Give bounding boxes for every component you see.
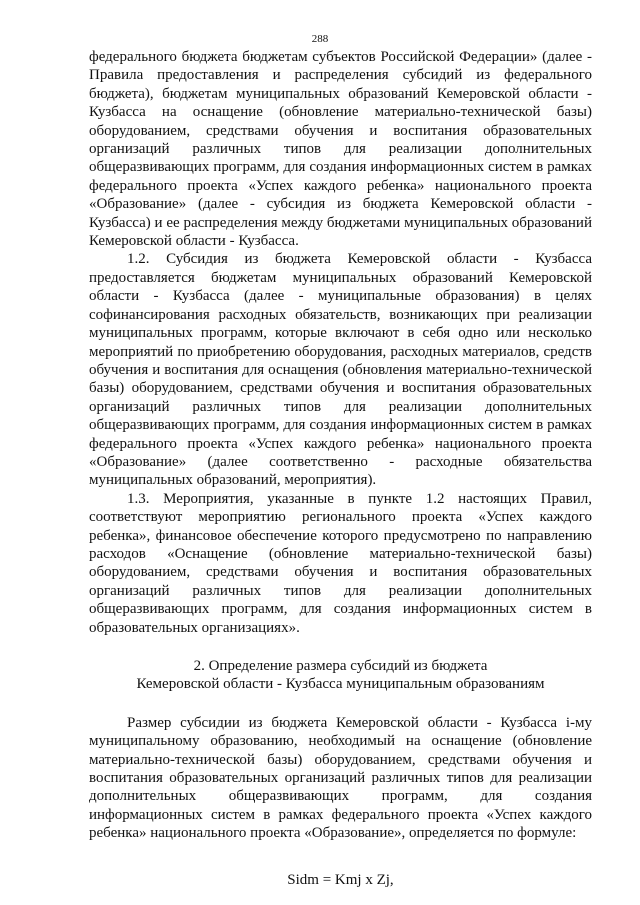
document-body xyxy=(89,48,592,889)
paragraph-subsidy-size: Размер субсидии из бюджета Кемеровской области - Кузбасса i-му муниципальному образованию, необходимый на оснащение (обновление материально-технической базы) оборудованием, средствами обучения и воспитания образовательных организаций различных типов для реализации дополнительных общеразвивающих программ, для создания информационных систем в рамках федерального проекта «Успех каждого ребенка» национального проекта «Образование», определяется по формуле: xyxy=(89,714,592,842)
paragraph-1-3: 1.3. Мероприятия, указанные в пункте 1.2 настоящих Правил, соответствуют мероприятию регионального проекта «Успех каждого ребенка», финансовое обеспечение которого предусмотрено по направлению расходов «Оснащение (обновление материально-технической базы) оборудованием, средствами обучения и воспитания образовательных организаций различных типов для реализации дополнительных общеразвивающих программ, для создания информационных систем в образовательных организациях». xyxy=(89,490,592,636)
formula: Sidm = Kmj x Zj, xyxy=(287,871,394,888)
section-heading-line-2: Кемеровской области - Кузбасса муниципальным образованиям xyxy=(136,676,545,693)
page-number: 288 xyxy=(311,33,329,45)
section-heading-line-1: 2. Определение размера субсидий из бюджета xyxy=(193,658,488,674)
paragraph-1-2: 1.2. Субсидия из бюджета Кемеровской области - Кузбасса предоставляется бюджетам муниципальных образований Кемеровской области - Кузбасса (далее - муниципальные образования) в целях софинансирования расходных обязательств, возникающих при реализации муниципальных программ, которые включают в себя одно или несколько мероприятий по приобретению оборудования, расходных материалов, средств обучения и воспитания для оснащения (обновления материально-технической базы) оборудованием, средствами обучения и воспитания образовательных организаций различных типов для реализации дополнительных общеразвивающих программ, для создания информационных систем в рамках федерального проекта «Успех каждого ребенка» национального проекта «Образование» (далее соответственно - расходные обязательства муниципальных образований, мероприятия). xyxy=(89,251,592,489)
paragraph-continuation: федерального бюджета бюджетам субъектов Российской Федерации» (далее - Правила предоставления и распределения субсидий из федерального бюджета), бюджетам муниципальных образований Кемеровской области - Кузбасса на оснащение (обновление материально-технической базы) оборудованием, средствами обучения и воспитания образовательных организаций различных типов для реализации дополнительных общеразвивающих программ, для создания информационных систем в рамках федерального проекта «Успех каждого ребенка» национального проекта «Образование» (далее - субсидия из бюджета Кемеровской области - Кузбасса) и ее распределения между бюджетами муниципальных образований Кемеровской области - Кузбасса. xyxy=(89,49,592,250)
section-heading xyxy=(89,657,592,694)
